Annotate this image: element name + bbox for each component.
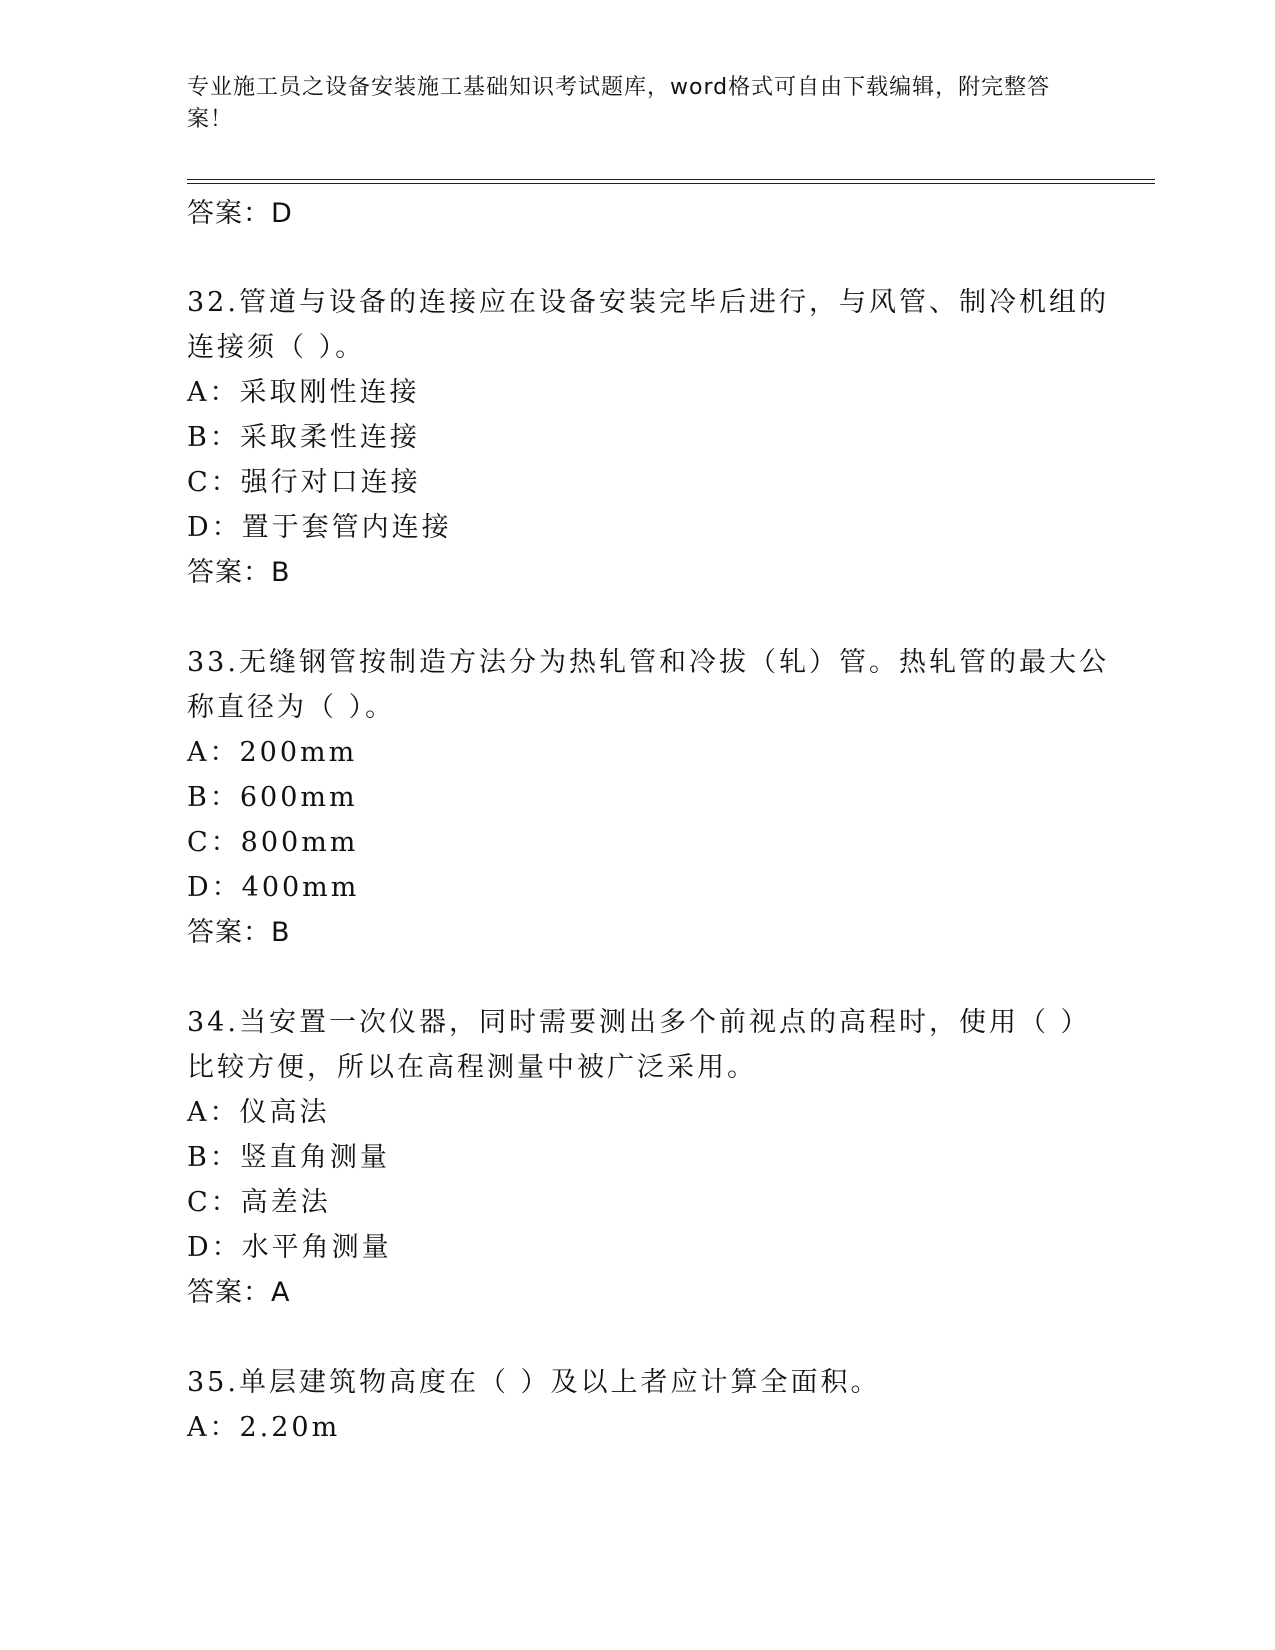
previous-answer: 答案：D xyxy=(187,198,293,229)
question-33-option-d: D：400mm xyxy=(187,872,360,903)
question-34-option-b: B：竖直角测量 xyxy=(187,1142,390,1173)
question-34-option-c: C：高差法 xyxy=(187,1187,331,1218)
question-34-stem-line-1: 34.当安置一次仪器，同时需要测出多个前视点的高程时，使用（ ） xyxy=(187,1007,1091,1038)
question-34-option-a: A：仪高法 xyxy=(187,1097,330,1128)
question-32-stem-line-1: 32.管道与设备的连接应在设备安装完毕后进行，与风管、制冷机组的 xyxy=(187,287,1109,318)
header-text: 专业施工员之设备安装施工基础知识考试题库，word格式可自由下载编辑，附完整答案！ xyxy=(187,75,1051,132)
question-32-answer: 答案：B xyxy=(187,557,291,588)
header-divider-bottom xyxy=(187,183,1155,184)
question-33-option-a: A：200mm xyxy=(187,737,358,768)
question-34-stem-line-2: 比较方便，所以在高程测量中被广泛采用。 xyxy=(187,1052,757,1083)
question-33-option-b: B：600mm xyxy=(187,782,358,813)
question-33-option-c: C：800mm xyxy=(187,827,359,858)
question-33-stem-line-1: 33.无缝钢管按制造方法分为热轧管和冷拔（轧）管。热轧管的最大公 xyxy=(187,647,1109,678)
question-34-answer: 答案：A xyxy=(187,1277,291,1308)
document-header xyxy=(187,72,1067,136)
question-33-stem-line-2: 称直径为（ ）。 xyxy=(187,692,396,723)
question-32-option-c: C：强行对口连接 xyxy=(187,467,421,498)
question-33-answer: 答案：B xyxy=(187,917,291,948)
question-32-option-b: B：采取柔性连接 xyxy=(187,422,420,453)
question-32-stem-line-2: 连接须（ ）。 xyxy=(187,332,366,363)
header-divider-top xyxy=(187,179,1155,180)
question-35-stem-line-1: 35.单层建筑物高度在（ ）及以上者应计算全面积。 xyxy=(187,1367,881,1398)
question-35-option-a: A：2.20m xyxy=(187,1412,341,1443)
question-32-option-d: D：置于套管内连接 xyxy=(187,512,452,543)
question-34-option-d: D：水平角测量 xyxy=(187,1232,392,1263)
question-32-option-a: A：采取刚性连接 xyxy=(187,377,420,408)
